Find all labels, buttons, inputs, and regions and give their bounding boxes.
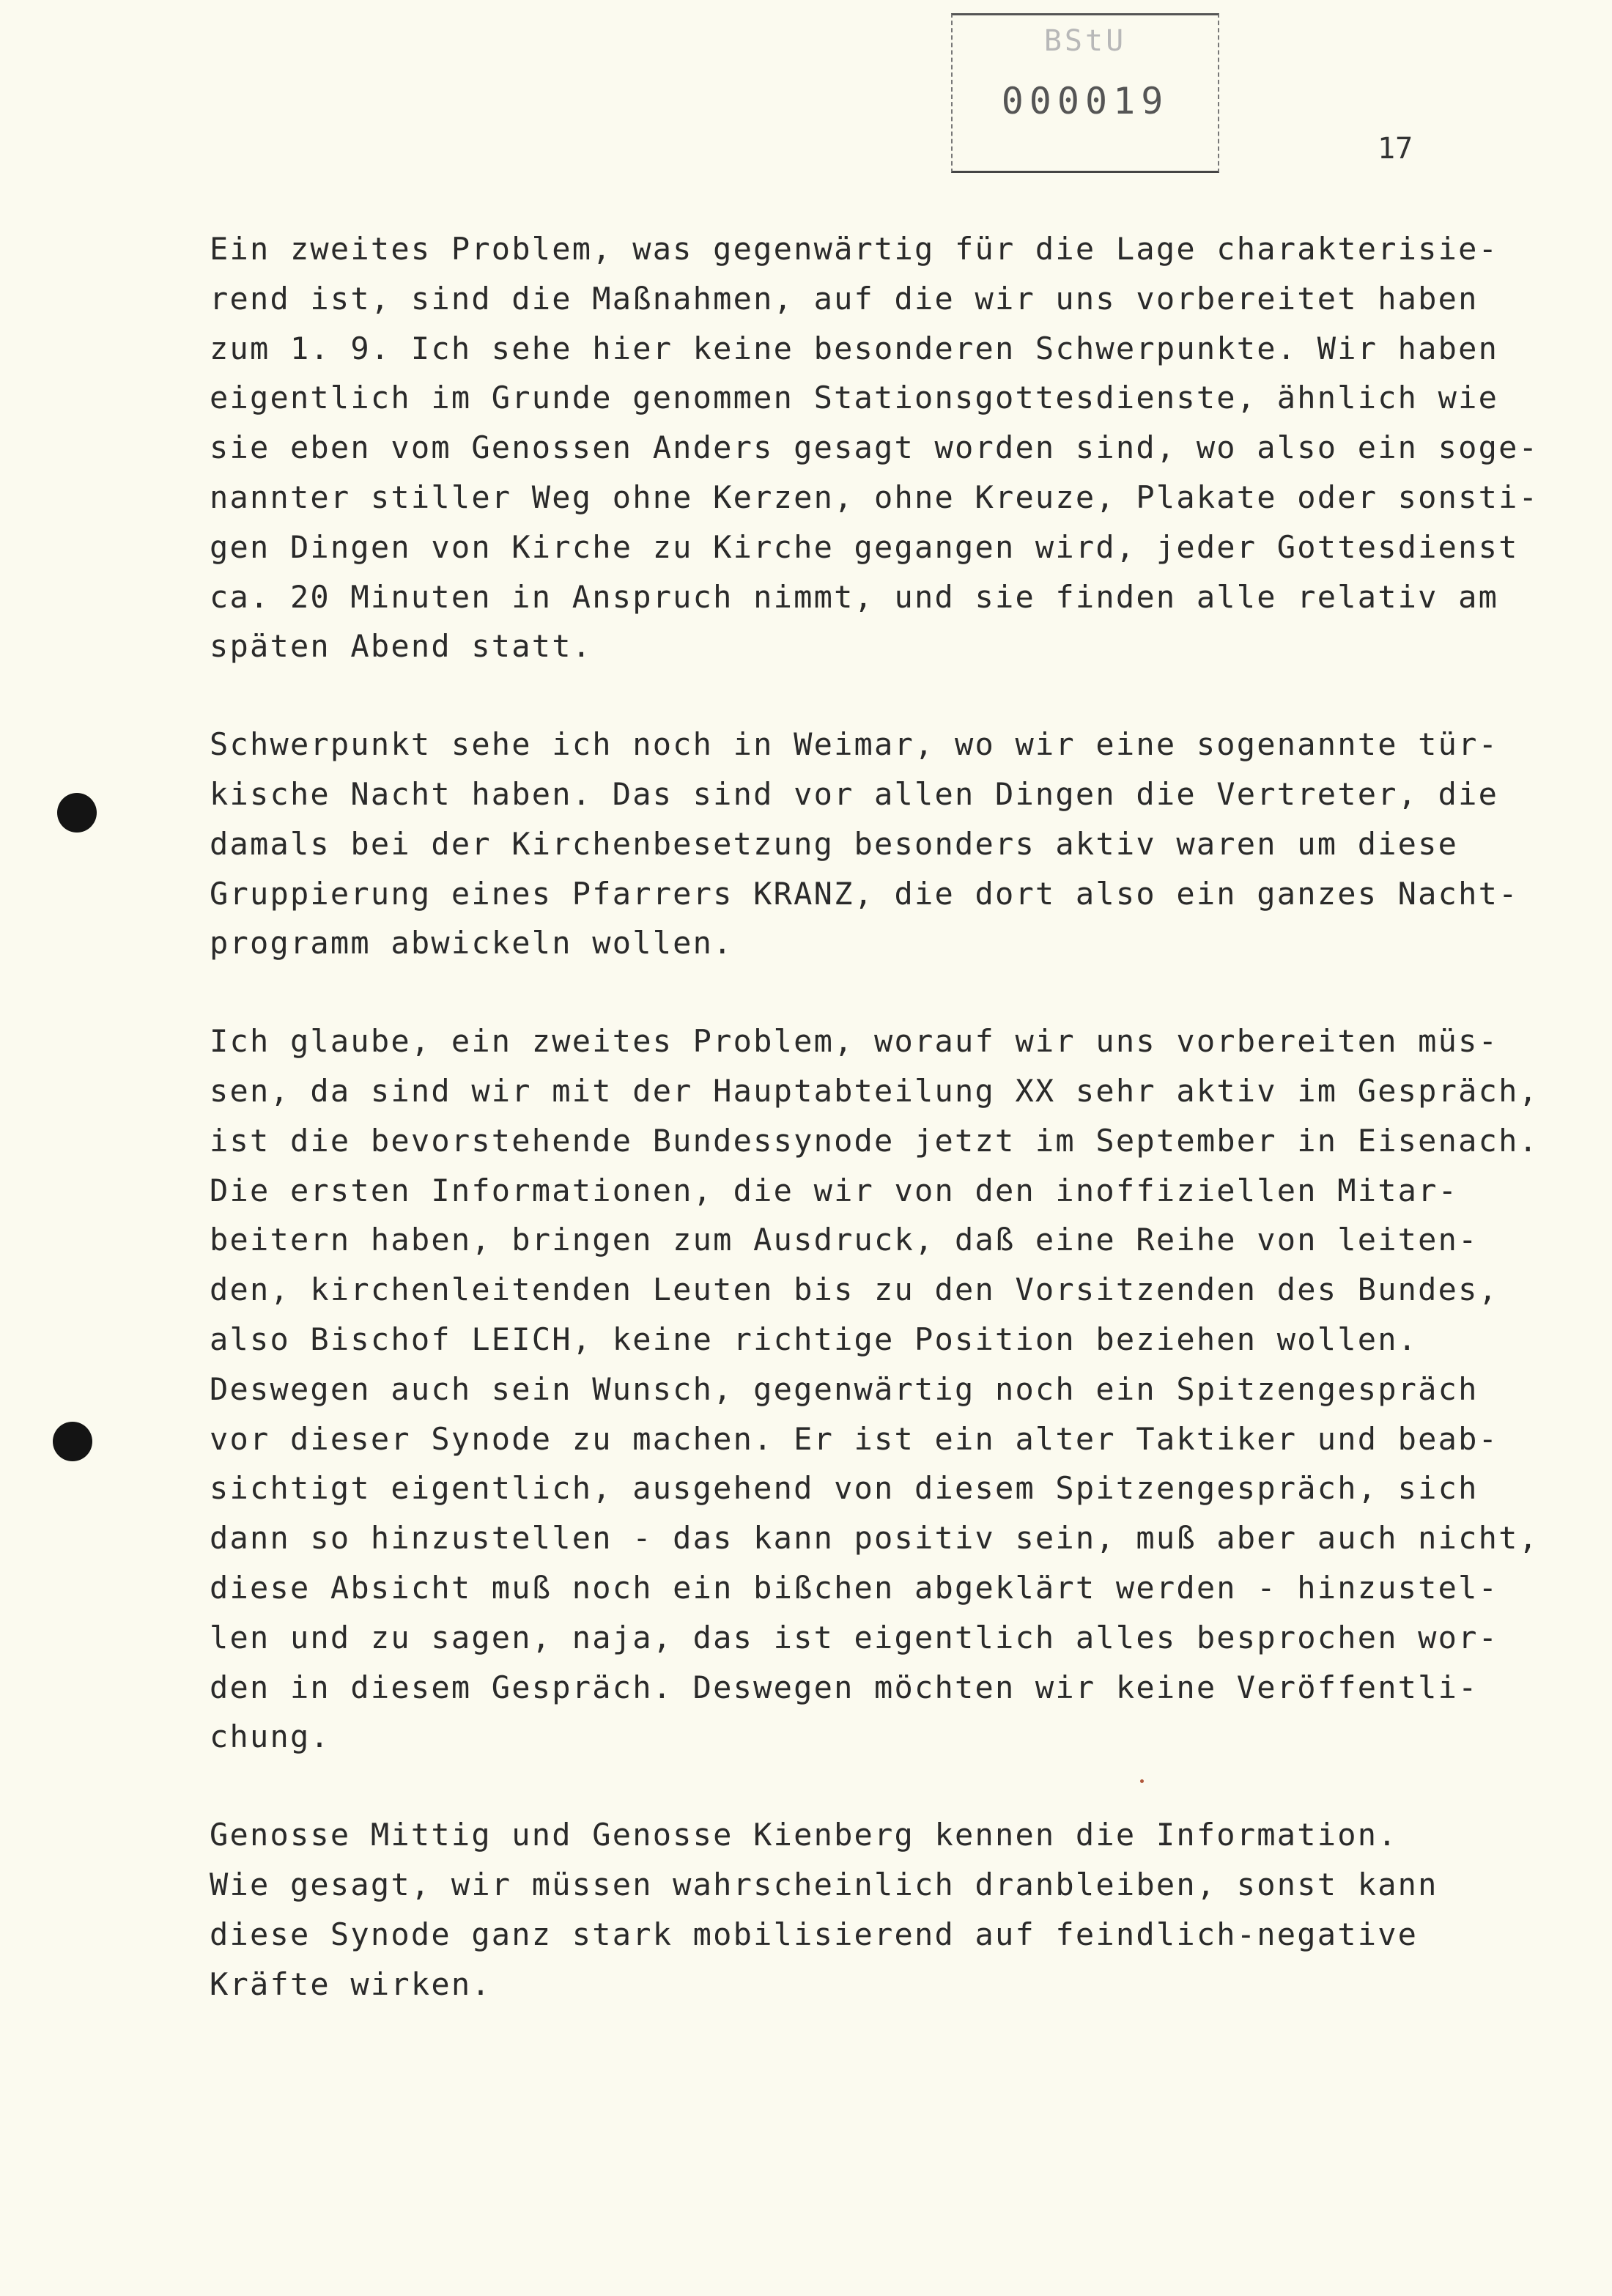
- text-line: beitern haben, bringen zum Ausdruck, daß eine Reihe von leiten-: [210, 1222, 1479, 1258]
- text-line: sen, da sind wir mit der Hauptabteilung XX sehr aktiv im Gespräch,: [210, 1072, 1539, 1109]
- paragraph-2: [210, 720, 1519, 968]
- text-line: programm abwickeln wollen.: [210, 925, 733, 961]
- text-line: Kräfte wirken.: [210, 1965, 492, 2002]
- text-line: diese Absicht muß noch ein bißchen abgeklärt werden - hinzustel-: [210, 1569, 1499, 1606]
- text-line: Deswegen auch sein Wunsch, gegenwärtig noch ein Spitzengespräch: [210, 1370, 1479, 1407]
- text-line: den, kirchenleitenden Leuten bis zu den Vorsitzenden des Bundes,: [210, 1271, 1499, 1308]
- text-line: den in diesem Gespräch. Deswegen möchten wir keine Veröffentli-: [210, 1669, 1479, 1705]
- text-line: damals bei der Kirchenbesetzung besonders aktiv waren um diese: [210, 825, 1459, 862]
- archive-stamp: [951, 13, 1219, 173]
- punch-hole-bottom: [53, 1422, 92, 1461]
- text-line: Ich glaube, ein zweites Problem, worauf wir uns vorbereiten müs-: [210, 1023, 1499, 1060]
- stamp-label: BStU: [1043, 24, 1127, 58]
- text-line: chung.: [210, 1719, 330, 1755]
- text-line: eigentlich im Grunde genommen Stationsgottesdienste, ähnlich wie: [210, 380, 1499, 416]
- text-line: sichtigt eigentlich, ausgehend von diesem Spitzengespräch, sich: [210, 1470, 1479, 1507]
- text-line: also Bischof LEICH, keine richtige Position beziehen wollen.: [210, 1321, 1419, 1357]
- paragraph-1: [210, 224, 1539, 671]
- text-line: len und zu sagen, naja, das ist eigentlich alles besprochen wor-: [210, 1619, 1499, 1655]
- text-line: sie eben vom Genossen Anders gesagt worden sind, wo also ein soge-: [210, 429, 1539, 466]
- page-number: 17: [1378, 132, 1413, 166]
- punch-hole-top: [57, 793, 97, 833]
- text-line: diese Synode ganz stark mobilisierend auf feindlich-negative: [210, 1916, 1419, 1952]
- paragraph-4: [210, 1810, 1514, 2009]
- text-line: vor dieser Synode zu machen. Er ist ein alter Taktiker und beab-: [210, 1420, 1499, 1457]
- text-line: ca. 20 Minuten in Anspruch nimmt, und sie finden alle relativ am: [210, 578, 1499, 615]
- text-line: späten Abend statt.: [210, 628, 593, 665]
- text-line: Gruppierung eines Pfarrers KRANZ, die dort also ein ganzes Nacht-: [210, 875, 1519, 912]
- stamp-number: 000019: [1001, 80, 1169, 122]
- text-line: dann so hinzustellen - das kann positiv sein, muß aber auch nicht,: [210, 1520, 1539, 1557]
- paragraph-3: [210, 1016, 1539, 1762]
- text-line: kische Nacht haben. Das sind vor allen Dingen die Vertreter, die: [210, 775, 1499, 812]
- text-line: ist die bevorstehende Bundessynode jetzt im September in Eisenach.: [210, 1122, 1539, 1159]
- text-line: Genosse Mittig und Genosse Kienberg kennen die Information.: [210, 1817, 1398, 1853]
- text-line: gen Dingen von Kirche zu Kirche gegangen wird, jeder Gottesdienst: [210, 528, 1519, 565]
- text-line: rend ist, sind die Maßnahmen, auf die wir uns vorbereitet haben: [210, 280, 1479, 317]
- text-line: Ein zweites Problem, was gegenwärtig für die Lage charakterisie-: [210, 231, 1499, 267]
- text-line: nannter stiller Weg ohne Kerzen, ohne Kreuze, Plakate oder sonsti-: [210, 479, 1539, 515]
- text-line: Wie gesagt, wir müssen wahrscheinlich dranbleiben, sonst kann: [210, 1866, 1438, 1902]
- document-body: [210, 224, 1539, 2057]
- text-line: zum 1. 9. Ich sehe hier keine besonderen Schwerpunkte. Wir haben: [210, 330, 1499, 366]
- text-line: Schwerpunkt sehe ich noch in Weimar, wo wir eine sogenannte tür-: [210, 726, 1499, 763]
- text-line: Die ersten Informationen, die wir von den inoffiziellen Mitar-: [210, 1172, 1459, 1208]
